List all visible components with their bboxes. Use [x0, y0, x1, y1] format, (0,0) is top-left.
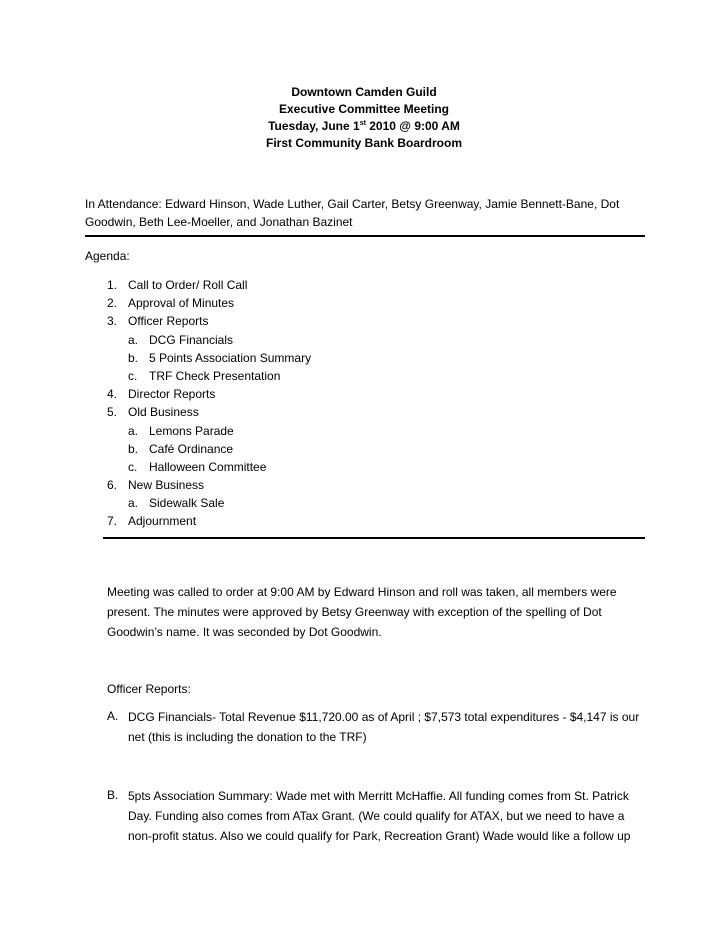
report-marker: B. [107, 788, 119, 802]
attendance-text: In Attendance: Edward Hinson, Wade Luther, Gail Carter, Betsy Greenway, Jamie Bennett-Bane, Dot Goodwin, Beth Lee-Moeller, and Jonathan Bazinet [85, 197, 620, 229]
agenda-subitem: b. 5 Points Association Summary [128, 350, 312, 365]
agenda-subitem: c. TRF Check Presentation [128, 368, 281, 383]
divider-line [85, 235, 645, 237]
minutes-paragraph: Meeting was called to order at 9:00 AM by Edward Hinson and roll was taken, all members were present. The minutes were approved by Betsy Greenway with exception of the spelling of Dot Goodwin’s name. It was seconded by Dot Goodwin. [107, 585, 617, 639]
officer-reports-heading: Officer Reports: [107, 682, 191, 696]
agenda-item: 5. Old Business [107, 405, 199, 420]
agenda-item: 2. Approval of Minutes [107, 296, 235, 311]
officer-report-item [107, 786, 647, 846]
agenda-heading: Agenda: [85, 249, 130, 263]
agenda-item: 3. Officer Reports [107, 314, 209, 329]
agenda-subitem: c. Halloween Committee [128, 459, 267, 474]
divider-line [103, 537, 645, 539]
agenda-subitem: b. Café Ordinance [128, 441, 234, 456]
report-text: 5pts Association Summary: Wade met with Merritt McHaffie. All funding comes from St. Patrick Day. Funding also comes from ATax Grant. (We could qualify for ATAX, but we need to have a non-profit status. Also we could qualify for Park, Recreation Grant) Wade would like a follow up [128, 789, 631, 843]
meeting-location: First Community Bank Boardroom [265, 136, 463, 150]
agenda-list [107, 276, 627, 531]
meeting-date: Tuesday, June 1st 2010 @ 9:00 AM [268, 119, 460, 133]
agenda-item: 1. Call to Order/ Roll Call [107, 278, 248, 292]
officer-report-item [107, 707, 647, 747]
agenda-subitem: a. DCG Financials [128, 332, 234, 347]
agenda-item: 7. Adjournment [107, 514, 197, 529]
report-text: DCG Financials- Total Revenue $11,720.00 as of April ; $7,573 total expenditures - $4,147 is our net (this is including the donation to the TRF) [128, 710, 640, 744]
document-header [0, 84, 728, 152]
agenda-subitem: a. Lemons Parade [128, 423, 234, 438]
agenda-item: 6. New Business [107, 478, 205, 493]
meeting-title: Executive Committee Meeting [278, 102, 450, 116]
org-name: Downtown Camden Guild [291, 85, 437, 99]
agenda-subitem: a. Sidewalk Sale [128, 496, 225, 511]
report-marker: A. [107, 709, 119, 723]
agenda-item: 4. Director Reports [107, 387, 216, 402]
